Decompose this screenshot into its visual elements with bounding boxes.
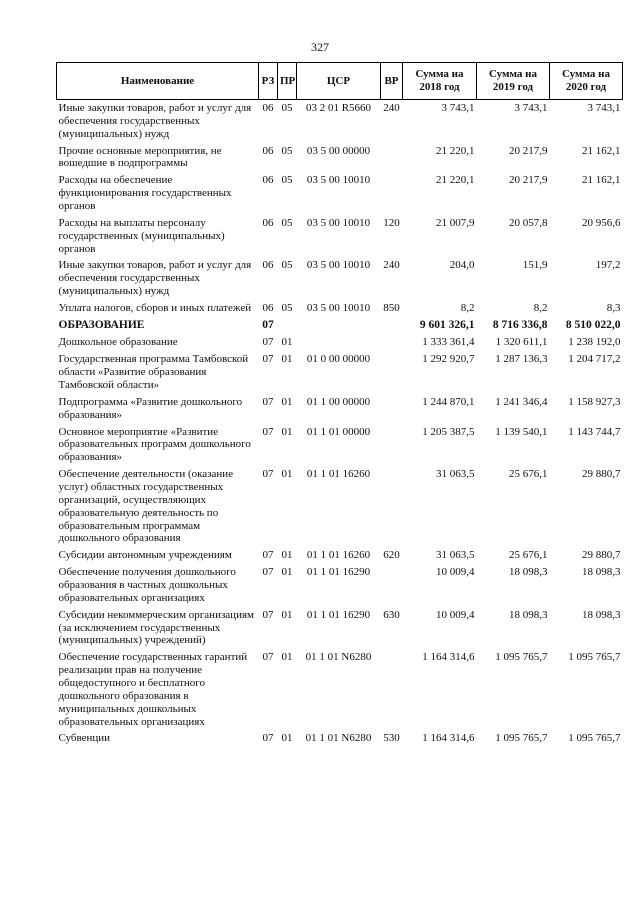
cell-sum-2020: 1 238 192,0 — [568, 336, 621, 349]
cell-sum-2020: 21 162,1 — [582, 144, 621, 157]
cell-name: Уплата налогов, сборов и иных платежей — [58, 302, 252, 315]
cell-pr: 01 — [281, 468, 293, 481]
cell-sum-2019: 1 095 765,7 — [495, 732, 548, 745]
cell-sum-2020: 1 158 927,3 — [568, 395, 621, 408]
cell-csr: 01 1 01 N6280 — [305, 732, 372, 745]
cell-vr — [381, 145, 403, 175]
header-csr: ЦСР — [297, 63, 381, 100]
table-row — [57, 468, 623, 549]
cell-name: Субсидии некоммерческим организациям (за исключением государственных (муниципальных) учреждений) — [58, 608, 254, 647]
cell-vr: 530 — [383, 732, 400, 745]
cell-vr: 850 — [383, 302, 400, 315]
cell-sum-2020: 8 510 022,0 — [565, 318, 621, 331]
table-row — [57, 217, 623, 260]
cell-rz: 07 — [262, 468, 274, 481]
cell-sum-2020: 29 880,7 — [582, 468, 621, 481]
cell-vr — [381, 319, 403, 336]
header-vr: ВР — [381, 63, 403, 100]
cell-sum-2018: 21 220,1 — [436, 174, 475, 187]
cell-sum-2019: 18 098,3 — [509, 608, 548, 621]
cell-pr: 05 — [281, 102, 293, 114]
cell-pr: 01 — [281, 732, 293, 745]
cell-vr — [381, 426, 403, 469]
cell-csr: 01 1 01 16260 — [306, 549, 371, 562]
table-row — [57, 100, 623, 145]
cell-sum-2019: 25 676,1 — [509, 468, 548, 481]
cell-sum-2019: 20 217,9 — [509, 174, 548, 187]
cell-sum-2019: 1 320 611,1 — [495, 336, 548, 349]
header-name: Наименование — [57, 63, 259, 100]
cell-name: Иные закупки товаров, работ и услуг для обеспечения государственных (муниципальных) нужд — [58, 259, 252, 298]
cell-sum-2018: 1 333 361,4 — [422, 336, 475, 349]
cell-rz: 07 — [262, 425, 274, 438]
cell-pr: 05 — [281, 174, 293, 187]
table-row — [57, 353, 623, 396]
cell-csr: 03 5 00 10010 — [306, 302, 371, 315]
table-row — [57, 145, 623, 175]
cell-sum-2019: 3 743,1 — [514, 102, 548, 114]
cell-name: Обеспечение деятельности (оказание услуг) областных государственных организаций, осуществляющих образовательную деятельность по образовательным программам дошкольного образования — [58, 468, 234, 545]
cell-sum-2019: 25 676,1 — [509, 549, 548, 562]
cell-csr: 01 1 01 16260 — [306, 468, 371, 481]
budget-table — [56, 62, 623, 749]
cell-pr: 01 — [281, 425, 293, 438]
table-row — [57, 302, 623, 319]
table-row — [57, 336, 623, 353]
cell-sum-2018: 204,0 — [449, 259, 475, 272]
cell-sum-2019: 1 241 346,4 — [495, 395, 548, 408]
cell-csr: 01 1 01 16290 — [306, 566, 371, 579]
cell-sum-2020: 197,2 — [595, 259, 621, 272]
cell-sum-2019: 18 098,3 — [509, 566, 548, 579]
cell-sum-2020: 18 098,3 — [582, 566, 621, 579]
cell-pr: 01 — [281, 651, 293, 664]
cell-vr — [381, 651, 403, 732]
cell-sum-2020: 8,3 — [606, 302, 621, 315]
cell-sum-2019: 151,9 — [522, 259, 548, 272]
cell-sum-2018: 1 205 387,5 — [422, 425, 475, 438]
cell-csr: 01 0 00 00000 — [306, 353, 371, 366]
cell-csr: 03 5 00 10010 — [306, 259, 371, 272]
header-sum-2020: Сумма на 2020 год — [550, 63, 623, 100]
cell-csr: 03 5 00 10010 — [306, 216, 371, 229]
cell-csr — [297, 336, 381, 353]
cell-vr — [381, 336, 403, 353]
table-row — [57, 396, 623, 426]
cell-csr: 03 5 00 10010 — [306, 174, 371, 187]
table-row — [57, 259, 623, 302]
table-row — [57, 732, 623, 749]
cell-sum-2019: 20 217,9 — [509, 144, 548, 157]
cell-vr — [381, 174, 403, 217]
cell-name: Прочие основные мероприятия, не вошедшие в подпрограммы — [58, 144, 222, 170]
cell-sum-2020: 18 098,3 — [582, 608, 621, 621]
table-row — [57, 566, 623, 609]
cell-sum-2019: 20 057,8 — [509, 216, 548, 229]
cell-sum-2018: 3 743,1 — [441, 102, 475, 114]
cell-csr: 01 1 01 N6280 — [305, 651, 372, 664]
cell-name: Иные закупки товаров, работ и услуг для обеспечения государственных (муниципальных) нужд — [58, 102, 252, 140]
budget-table-container — [56, 62, 622, 749]
cell-name: Субвенции — [58, 732, 111, 745]
cell-sum-2019: 8 716 336,8 — [492, 318, 548, 331]
cell-pr: 01 — [281, 608, 293, 621]
cell-sum-2018: 1 244 870,1 — [422, 395, 475, 408]
cell-sum-2018: 1 164 314,6 — [422, 651, 475, 664]
cell-name: Основное мероприятие «Развитие образовательных программ дошкольного образования» — [58, 425, 251, 464]
table-row — [57, 651, 623, 732]
cell-rz: 07 — [262, 651, 274, 664]
cell-sum-2018: 31 063,5 — [436, 549, 475, 562]
cell-sum-2020: 1 204 717,2 — [568, 353, 621, 366]
cell-sum-2019: 1 287 136,3 — [495, 353, 548, 366]
cell-sum-2018: 21 007,9 — [436, 216, 475, 229]
cell-sum-2018: 31 063,5 — [436, 468, 475, 481]
cell-csr: 01 1 01 16290 — [306, 608, 371, 621]
cell-pr: 01 — [281, 395, 293, 408]
cell-vr — [381, 396, 403, 426]
cell-sum-2018: 10 009,4 — [436, 608, 475, 621]
cell-rz: 06 — [262, 144, 274, 157]
cell-csr: 03 2 01 R5660 — [305, 102, 372, 114]
cell-rz: 06 — [262, 259, 274, 272]
table-row — [57, 549, 623, 566]
cell-vr: 240 — [383, 259, 400, 272]
cell-vr: 620 — [383, 549, 400, 562]
cell-rz: 07 — [262, 336, 274, 349]
cell-vr: 630 — [383, 608, 400, 621]
cell-pr: 01 — [281, 566, 293, 579]
page-number: 327 — [311, 40, 329, 54]
cell-pr: 01 — [281, 336, 293, 349]
cell-rz: 06 — [262, 302, 274, 315]
cell-rz: 07 — [262, 318, 274, 331]
cell-csr: 01 1 01 00000 — [306, 425, 371, 438]
cell-vr — [381, 353, 403, 396]
cell-name: Субсидии автономным учреждениям — [58, 549, 232, 562]
table-row — [57, 319, 623, 336]
cell-vr — [381, 566, 403, 609]
cell-sum-2020: 20 956,6 — [582, 216, 621, 229]
table-row — [57, 426, 623, 469]
cell-pr: 05 — [281, 144, 293, 157]
cell-rz: 07 — [262, 566, 274, 579]
cell-sum-2018: 8,2 — [460, 302, 475, 315]
cell-pr: 01 — [281, 549, 293, 562]
cell-rz: 07 — [262, 549, 274, 562]
cell-rz: 07 — [262, 353, 274, 366]
cell-sum-2018: 1 164 314,6 — [422, 732, 475, 745]
cell-name: Государственная программа Тамбовской области «Развитие образования Тамбовской области» — [58, 353, 249, 391]
cell-sum-2020: 29 880,7 — [582, 549, 621, 562]
table-row — [57, 609, 623, 652]
cell-csr: 03 5 00 00000 — [306, 144, 371, 157]
table-body — [57, 100, 623, 750]
cell-sum-2020: 21 162,1 — [582, 174, 621, 187]
header-pr: ПР — [278, 63, 297, 100]
cell-name: Обеспечение получения дошкольного образования в частных дошкольных образовательных организациях — [58, 566, 236, 604]
cell-sum-2018: 9 601 326,1 — [419, 318, 475, 331]
cell-rz: 06 — [262, 174, 274, 187]
cell-sum-2018: 21 220,1 — [436, 144, 475, 157]
cell-name: Расходы на обеспечение функционирования государственных органов — [58, 174, 232, 213]
cell-name: Обеспечение государственных гарантий реализации прав на получение общедоступного и бесплатного дошкольного образования в муниципальных дошкольных образовательных организациях — [58, 651, 248, 728]
header-sum-2019: Сумма на 2019 год — [477, 63, 550, 100]
cell-pr — [278, 319, 297, 336]
cell-sum-2020: 1 095 765,7 — [568, 732, 621, 745]
table-header — [57, 63, 623, 100]
cell-sum-2019: 1 095 765,7 — [495, 651, 548, 664]
cell-sum-2020: 3 743,1 — [587, 102, 621, 114]
cell-vr — [381, 468, 403, 549]
cell-name: Дошкольное образование — [58, 336, 178, 349]
cell-rz: 07 — [262, 395, 274, 408]
cell-name: Расходы на выплаты персоналу государственных (муниципальных) органов — [58, 216, 225, 255]
cell-pr: 05 — [281, 259, 293, 272]
cell-sum-2019: 8,2 — [533, 302, 548, 315]
cell-pr: 05 — [281, 216, 293, 229]
cell-sum-2020: 1 143 744,7 — [568, 425, 621, 438]
cell-rz: 07 — [262, 732, 274, 745]
cell-rz: 07 — [262, 608, 274, 621]
cell-sum-2018: 1 292 920,7 — [422, 353, 475, 366]
cell-csr: 01 1 00 00000 — [306, 395, 371, 408]
cell-name: Подпрограмма «Развитие дошкольного образования» — [58, 395, 243, 421]
cell-sum-2018: 10 009,4 — [436, 566, 475, 579]
cell-vr: 240 — [383, 102, 400, 114]
cell-vr: 120 — [383, 216, 400, 229]
header-sum-2018: Сумма на 2018 год — [403, 63, 477, 100]
cell-rz: 06 — [262, 216, 274, 229]
table-row — [57, 174, 623, 217]
cell-sum-2019: 1 139 540,1 — [495, 425, 548, 438]
header-rz: РЗ — [259, 63, 278, 100]
cell-csr — [297, 319, 381, 336]
cell-pr: 05 — [281, 302, 293, 315]
cell-sum-2020: 1 095 765,7 — [568, 651, 621, 664]
cell-name: ОБРАЗОВАНИЕ — [58, 318, 145, 331]
cell-pr: 01 — [281, 353, 293, 366]
cell-rz: 06 — [262, 102, 274, 114]
